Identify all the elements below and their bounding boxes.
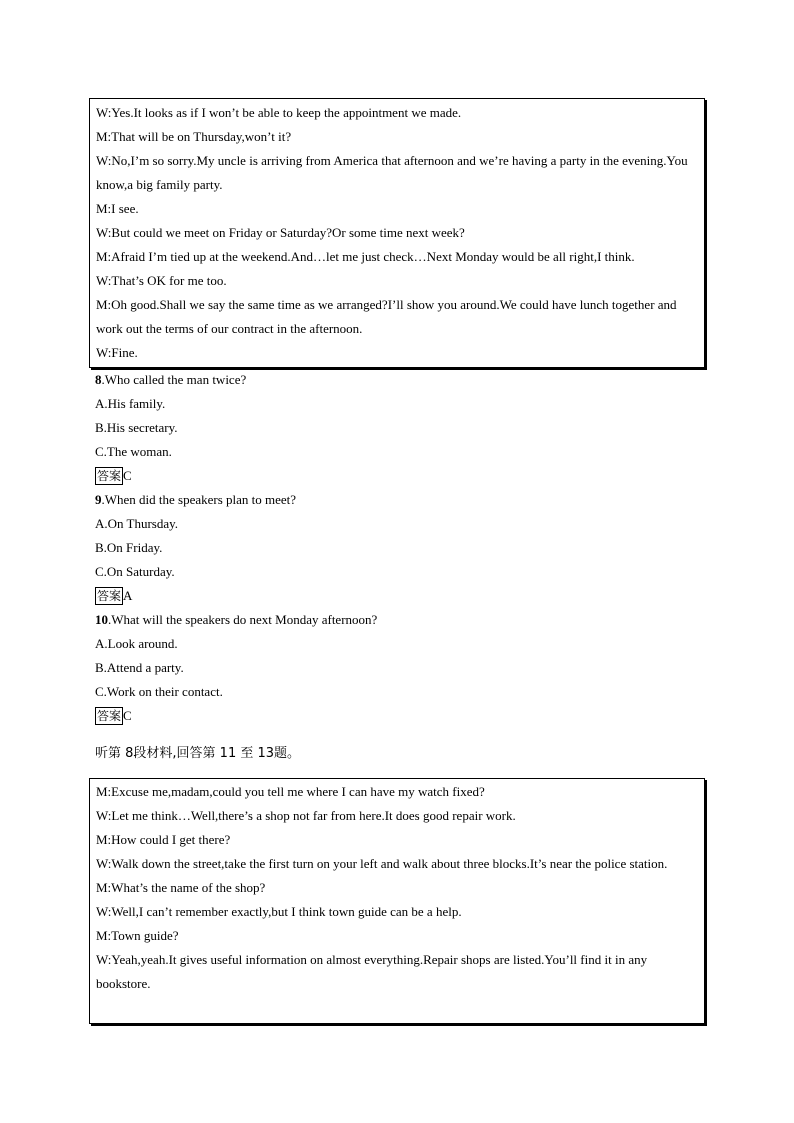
dialogue-line: M:What’s the name of the shop? [96, 880, 266, 895]
dialogue-line: M:I see. [96, 201, 139, 216]
option: B.His secretary. [95, 420, 178, 435]
question-text: .Who called the man twice? [101, 372, 247, 387]
dialogue-line: W:Yeah,yeah.It gives useful information on almost everything.Repair shops are listed.You’ll find it in any bookstore. [96, 952, 648, 991]
transcript-box-2 [89, 778, 705, 1024]
answer-row [95, 584, 132, 608]
question-10-stem [95, 608, 377, 632]
answer-value: A [123, 588, 133, 603]
dialogue-line: W:No,I’m so sorry.My uncle is arriving from America that afternoon and we’re having a party in the evening.You know,a big family party. [96, 153, 688, 192]
dialogue-line: W:Yes.It looks as if I won’t be able to keep the appointment we made. [96, 105, 462, 120]
question-9-stem [95, 488, 296, 512]
question-number: 8 [95, 372, 102, 387]
option: B.Attend a party. [95, 660, 184, 675]
transcript-box-1 [89, 98, 705, 368]
dialogue-line: M:That will be on Thursday,won’t it? [96, 129, 292, 144]
dialogue-line: W:Walk down the street,take the first turn on your left and walk about three blocks.It’s near the police station. [96, 856, 668, 871]
dialogue-line: W:Fine. [96, 345, 138, 360]
question-text: .What will the speakers do next Monday afternoon? [108, 612, 378, 627]
option: A.On Thursday. [95, 516, 179, 531]
answer-tag: 答案 [97, 469, 122, 483]
answer-row [95, 704, 132, 728]
answer-row [95, 464, 132, 488]
dialogue-line: M:Town guide? [96, 928, 179, 943]
answer-value: C [123, 708, 132, 723]
option: C.The woman. [95, 444, 172, 459]
dialogue-line: M:Afraid I’m tied up at the weekend.And…let me just check…Next Monday would be all right,I think. [96, 249, 635, 264]
dialogue-line: M:Excuse me,madam,could you tell me where I can have my watch fixed? [96, 784, 485, 799]
dialogue-line: W:But could we meet on Friday or Saturday?Or some time next week? [96, 225, 465, 240]
option: A.Look around. [95, 636, 178, 651]
option: C.On Saturday. [95, 564, 175, 579]
dialogue-line: W:Let me think…Well,there’s a shop not far from here.It does good repair work. [96, 808, 516, 823]
dialogue-line: W:That’s OK for me too. [96, 273, 227, 288]
dialogue-line: M:How could I get there? [96, 832, 231, 847]
answer-tag: 答案 [97, 589, 122, 603]
question-number: 10 [95, 612, 108, 627]
answer-tag: 答案 [97, 709, 122, 723]
dialogue-line: W:Well,I can’t remember exactly,but I think town guide can be a help. [96, 904, 462, 919]
option: B.On Friday. [95, 540, 163, 555]
section-heading: 听第 8段材料,回答第 11 至 13题。 [95, 746, 301, 761]
question-number: 9 [95, 492, 102, 507]
option: A.His family. [95, 396, 166, 411]
option: C.Work on their contact. [95, 684, 223, 699]
dialogue-line: M:Oh good.Shall we say the same time as we arranged?I’ll show you around.We could have lunch together and work out the terms of our contract in the afternoon. [96, 297, 677, 336]
question-8-stem [95, 368, 246, 392]
question-text: .When did the speakers plan to meet? [101, 492, 297, 507]
answer-value: C [123, 468, 132, 483]
